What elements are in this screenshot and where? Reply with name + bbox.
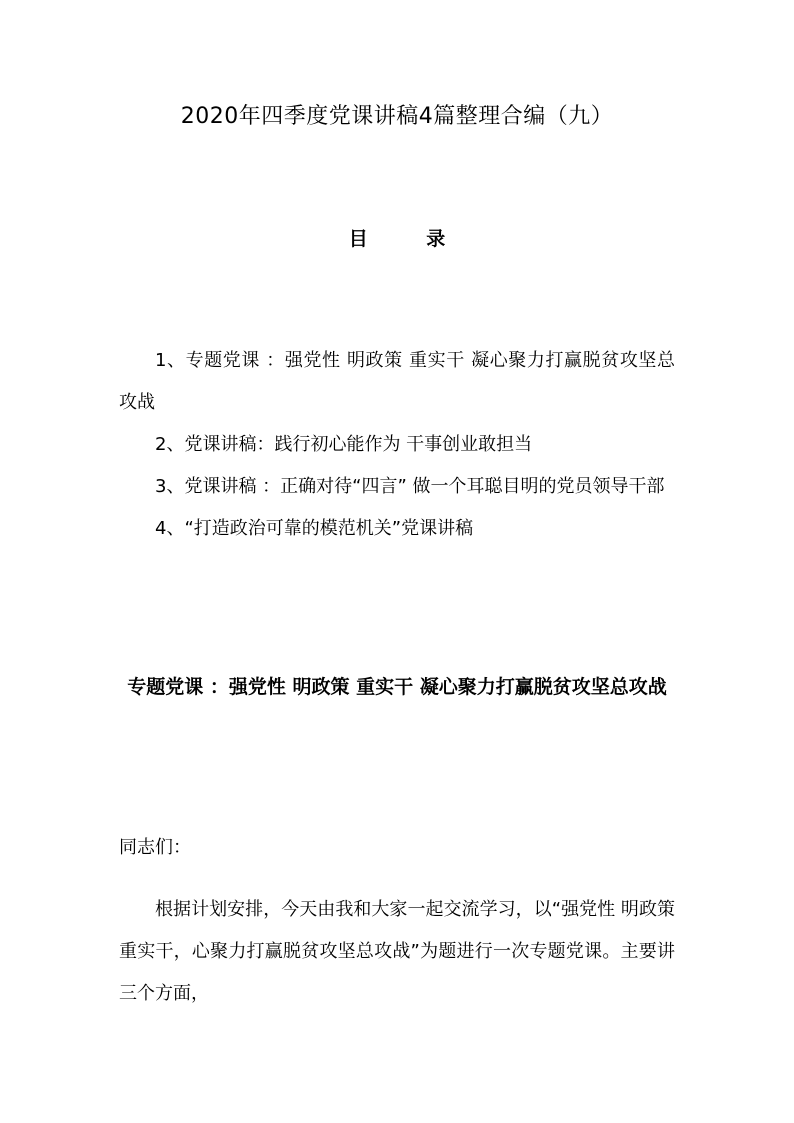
- table-of-contents: [119, 340, 675, 550]
- intro-section: [119, 889, 675, 1015]
- toc-item: 3、党课讲稿 ：正确对待“四言” 做一个耳聪目明的党员领导干部: [155, 476, 665, 497]
- document-title: 2020年四季度党课讲稿4篇整理合编（九）: [180, 104, 614, 129]
- toc-heading: 目 录: [348, 228, 472, 250]
- greeting: 同志们：: [119, 837, 191, 858]
- toc-item: 2、党课讲稿：践行初心能作为 干事创业敢担当: [155, 434, 533, 455]
- toc-item: 4、“打造政治可靠的模范机关”党课讲稿: [155, 518, 474, 539]
- intro-paragraph: 根据计划安排，今天由我和大家一起交流学习，以“强党性 明政策 重实干，心聚力打赢脱贫攻坚总攻战”为题进行一次专题党课。主要讲三个方面，: [119, 899, 675, 1004]
- toc-item: 1、专题党课 ：强党性 明政策 重实干 凝心聚力打赢脱贫攻坚总攻战: [119, 350, 675, 413]
- section-title: 专题党课 ：强党性 明政策 重实干 凝心聚力打赢脱贫攻坚总攻战: [127, 676, 667, 698]
